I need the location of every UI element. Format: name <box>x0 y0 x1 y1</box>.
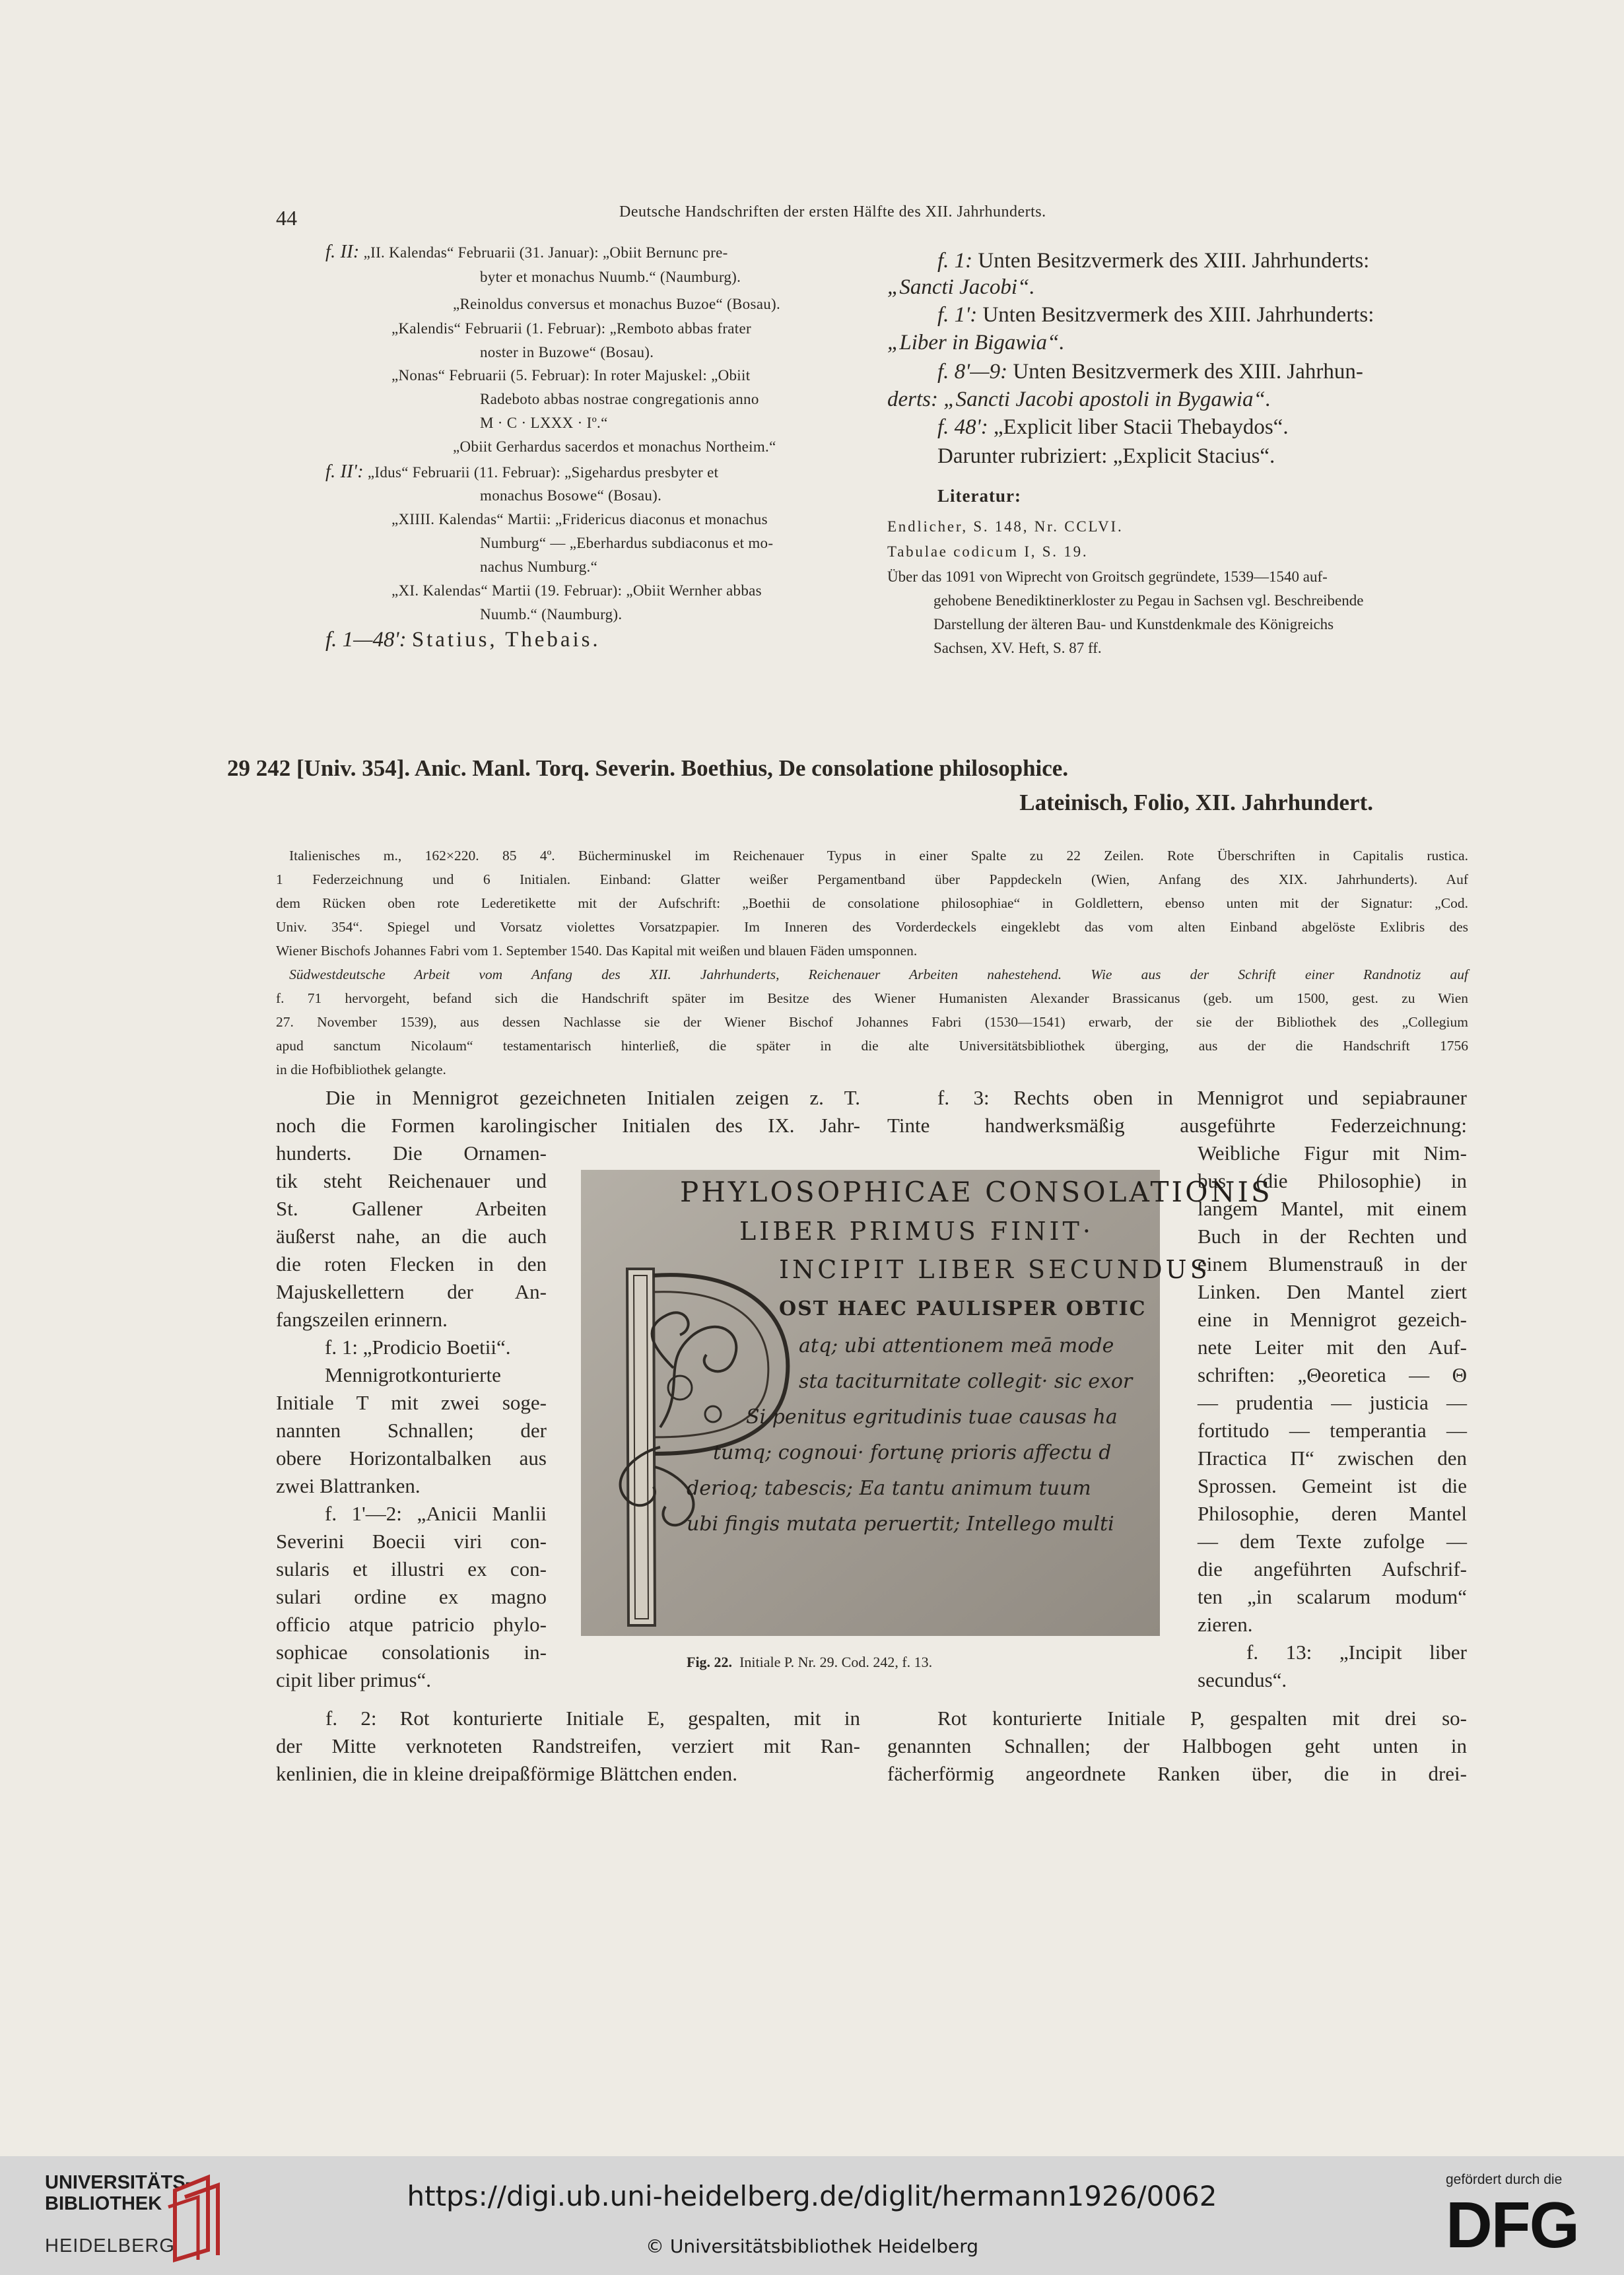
ms-line: sta taciturnitate collegit· sic exor <box>799 1370 1133 1393</box>
entry-line <box>325 628 601 652</box>
entry-line: monachus Bosowe“ (Bosau). <box>480 487 662 504</box>
meta-line: Südwestdeutsche Arbeit vom Anfang des XII. Jahrhunderts, Reichenauer Arbeiten nahestehend. Wie aus der Schrift einer Randnotiz auf <box>289 967 1468 982</box>
body-line: Weibliche Figur mit Nim- <box>1198 1141 1467 1165</box>
folio-label: f. 1: <box>937 249 973 273</box>
body-line: hunderts. Die Ornamen- <box>276 1141 547 1165</box>
body-line: Initiale T mit zwei soge- <box>276 1391 547 1414</box>
folio-label: f. 8'—9: <box>937 360 1008 384</box>
body-line: ten „in scalarum modum“ <box>1198 1585 1467 1608</box>
funding-note: gefördert durch die <box>1446 2172 1563 2187</box>
body-line: — prudentia — justicia — <box>1198 1391 1467 1414</box>
body-line: genannten Schnallen; der Halbbogen geht unten in <box>887 1734 1467 1757</box>
meta-line: f. 71 hervorgeht, befand sich die Handschrift später im Besitze des Wiener Humanisten Alexander Brassicanus (geb. um 1500, gest. zu Wien <box>276 990 1468 1006</box>
folio-label: f. 1': <box>937 303 978 327</box>
meta-line: apud sanctum Nicolaum“ testamentarisch hinterließ, die später in die alte Universitätsbibliothek überging, aus der die Handschrift 1756 <box>276 1038 1468 1054</box>
entry-line: „XI. Kalendas“ Martii (19. Februar): „Obiit Wernher abbas <box>391 582 762 599</box>
body-line: St. Gallener Arbeiten <box>276 1197 547 1220</box>
body-line: f. 2: Rot konturierte Initiale E, gespalten, mit in <box>325 1707 860 1730</box>
ms-line: ubi fingis mutata peruertit; Intellego multi <box>687 1512 1114 1536</box>
body-line: Πractica Π“ zwischen den <box>1198 1446 1467 1470</box>
folio-label: f. 48': <box>937 415 988 439</box>
entry-text: „Explicit liber Stacii Thebaydos“. <box>993 415 1289 439</box>
literatur-line: gehobene Benediktinerkloster zu Pegau in Sachsen vgl. Beschreibende <box>933 592 1364 609</box>
body-line: secundus“. <box>1198 1668 1287 1691</box>
body-line: fächerförmig angeordnete Ranken über, die in drei- <box>887 1762 1467 1785</box>
entry-text: Unten Besitzvermerk des XIII. Jahrhunderts: <box>982 303 1374 327</box>
entry-text: „II. Kalendas“ Februarii (31. Januar): „Obiit Bernunc pre- <box>363 244 728 261</box>
page-number: 44 <box>276 206 297 230</box>
body-line: fortitudo — temperantia — <box>1198 1419 1467 1442</box>
entry-line: Radeboto abbas nostrae congregationis anno <box>480 391 759 407</box>
entry-line: „Kalendis“ Februarii (1. Februar): „Remboto abbas frater <box>391 320 751 337</box>
entry-line: „XIIII. Kalendas“ Martii: „Fridericus diaconus et monachus <box>391 511 768 527</box>
figure-caption-text: Initiale P. Nr. 29. Cod. 242, f. 13. <box>739 1654 933 1670</box>
entry-line <box>937 413 1289 442</box>
body-line: Mennigrotkonturierte <box>325 1363 501 1386</box>
entry-line: derts: „Sancti Jacobi apostoli in Bygawia“. <box>887 388 1271 411</box>
meta-line: 1 Federzeichnung und 6 Initialen. Einband: Glatter weißer Pergamentband über Pappdeckeln (Wien, Anfang des XIX. Jahrhunderts). Auf <box>276 871 1468 887</box>
body-line: der Mitte verknoteten Randstreifen, verziert mit Ran- <box>276 1734 860 1757</box>
entry-line: „Sancti Jacobi“. <box>887 275 1035 299</box>
body-line: die angeführten Aufschrif- <box>1198 1557 1467 1580</box>
entry-line: Nuumb.“ (Naumburg). <box>480 606 623 623</box>
entry-line <box>937 358 1363 386</box>
body-line: f. 1'—2: „Anicii Manlii <box>325 1502 547 1525</box>
body-line: sophicae consolationis in- <box>276 1641 547 1664</box>
literatur-heading: Literatur: <box>937 486 1021 506</box>
body-line: Philosophie, deren Mantel <box>1198 1502 1467 1525</box>
body-line: sularis et illustri ex con- <box>276 1557 547 1580</box>
body-line: kenlinien, die in kleine dreipaßförmige Blättchen enden. <box>276 1762 737 1785</box>
entry-text: Statius, Thebais. <box>411 628 601 652</box>
entry-line <box>937 301 1374 329</box>
literatur-line: Endlicher, S. 148, Nr. CCLVI. <box>887 518 1124 535</box>
copyright-notice: © Universitätsbibliothek Heidelberg <box>645 2235 978 2257</box>
folio-label: f. 1—48': <box>325 628 407 652</box>
meta-line: Univ. 354“. Spiegel und Vorsatz violettes Vorsatzpapier. Im Inneren des Vorderdeckels eingeklebt das vom alten Einband abgelöste Exlibris des <box>276 919 1468 935</box>
entry-line: „Liber in Bigawia“. <box>887 331 1065 355</box>
figure-caption <box>687 1654 932 1671</box>
entry-line: byter et monachus Nuumb.“ (Naumburg). <box>480 269 741 285</box>
entry-line: M · C · LXXX · Iº.“ <box>480 415 608 431</box>
ms-line: OST HAEC PAULISPER OBTIC <box>779 1297 1147 1320</box>
folio-label: f. II': <box>325 461 364 482</box>
logo-line: UNIVERSITÄTS- <box>45 2172 192 2193</box>
body-line: sulari ordine ex magno <box>276 1585 547 1608</box>
body-line: nannten Schnallen; der <box>276 1419 547 1442</box>
body-line: zieren. <box>1198 1613 1253 1636</box>
body-line: — dem Texte zufolge — <box>1198 1530 1467 1553</box>
entry-line: noster in Buzowe“ (Bosau). <box>480 344 654 360</box>
body-line: obere Horizontalbalken aus <box>276 1446 547 1470</box>
body-line: Linken. Den Mantel ziert <box>1198 1280 1467 1303</box>
entry-line: Numburg“ — „Eberhardus subdiaconus et mo- <box>480 535 774 551</box>
body-line: officio atque patricio phylo- <box>276 1613 547 1636</box>
meta-line: in die Hofbibliothek gelangte. <box>276 1062 446 1077</box>
body-line: zwei Blattranken. <box>276 1474 421 1497</box>
literatur-line: Über das 1091 von Wiprecht von Groitsch gegründete, 1539—1540 auf- <box>887 568 1328 585</box>
body-line: schriften: „Θeoretica — Θ <box>1198 1363 1467 1386</box>
body-line: äußerst nahe, an die auch <box>276 1225 547 1248</box>
dfg-logo[interactable]: DFG <box>1446 2189 1578 2261</box>
entry-line <box>937 247 1369 275</box>
entry-line: „Obiit Gerhardus sacerdos et monachus Northeim.“ <box>453 438 776 455</box>
ms-line: Si penitus egritudinis tuae causas ha <box>746 1406 1118 1429</box>
entry-line <box>325 242 728 263</box>
body-line: f. 13: „Incipit liber <box>1246 1641 1467 1664</box>
body-line: noch die Formen karolingischer Initialen des IX. Jahr- <box>276 1114 860 1137</box>
entry-heading: 29 242 [Univ. 354]. Anic. Manl. Torq. Severin. Boethius, De consolatione philosophice. <box>227 755 1069 781</box>
body-line: fangszeilen erinnern. <box>276 1308 448 1331</box>
ms-line: PHYLOSOPHICAE CONSOLATIONIS <box>680 1176 1273 1208</box>
literatur-line: Tabulae codicum I, S. 19. <box>887 543 1089 560</box>
entry-text: „Idus“ Februarii (11. Februar): „Sigehardus presbyter et <box>367 464 719 481</box>
ms-line: LIBER PRIMUS FINIT· <box>739 1217 1094 1246</box>
body-line: f. 1: „Prodicio Boetii“. <box>325 1336 511 1359</box>
entry-line: „Reinoldus conversus et monachus Buzoe“ (Bosau). <box>453 296 781 312</box>
body-line: Rot konturierte Initiale P, gespalten mit drei so- <box>937 1707 1467 1730</box>
figure-label: Fig. 22. <box>687 1654 733 1670</box>
entry-text: Unten Besitzvermerk des XIII. Jahrhun- <box>1013 360 1363 384</box>
entry-line: Darunter rubriziert: „Explicit Stacius“. <box>937 444 1275 468</box>
running-head: Deutsche Handschriften der ersten Hälfte des XII. Jahrhunderts. <box>619 203 1046 221</box>
literatur-line: Sachsen, XV. Heft, S. 87 ff. <box>933 640 1102 656</box>
entry-line: „Nonas“ Februarii (5. Februar): In roter Majuskel: „Obiit <box>391 367 751 384</box>
literatur-line: Darstellung der älteren Bau- und Kunstdenkmale des Königreichs <box>933 616 1334 632</box>
meta-line: Italienisches m., 162×220. 85 4º. Bücherminuskel im Reichenauer Typus in einer Spalte zu 22 Zeilen. Rote Überschriften in Capitalis rustica. <box>289 848 1468 864</box>
ms-line: derioq; tabescis; Ea tantu animum tuum <box>687 1477 1091 1500</box>
body-line: eine in Mennigrot gezeich- <box>1198 1308 1467 1331</box>
body-line: cipit liber primus“. <box>276 1668 432 1691</box>
body-line: langem Mantel, mit einem <box>1198 1197 1467 1220</box>
document-url-link[interactable]: https://digi.ub.uni-heidelberg.de/diglit/hermann1926/0062 <box>407 2180 1217 2212</box>
ms-line: INCIPIT LIBER SECUNDUS <box>779 1255 1211 1284</box>
entry-line: nachus Numburg.“ <box>480 559 598 575</box>
body-line: Tinte handwerksmäßig ausgeführte Federzeichnung: <box>887 1114 1467 1137</box>
folio-label: f. II: <box>325 242 360 262</box>
meta-line: dem Rücken oben rote Lederetikette mit der Aufschrift: „Boethii de consolatione philosophiae“ in Goldlettern, ebenso unten mit der Signatur: „Cod. <box>276 895 1468 911</box>
logo-line: BIBLIOTHEK <box>45 2193 162 2214</box>
entry-subheading: Lateinisch, Folio, XII. Jahrhundert. <box>1019 790 1373 815</box>
body-line: einem Blumenstrauß in der <box>1198 1252 1467 1275</box>
body-line: Majuskellettern der An- <box>276 1280 547 1303</box>
ms-line: atq; ubi attentionem meā mode <box>799 1334 1114 1357</box>
body-line: Die in Mennigrot gezeichneten Initialen zeigen z. T. <box>325 1086 860 1109</box>
entry-line <box>325 461 718 483</box>
body-line: Sprossen. Gemeint ist die <box>1198 1474 1467 1497</box>
body-line: f. 3: Rechts oben in Mennigrot und sepiabrauner <box>937 1086 1467 1109</box>
meta-line: 27. November 1539), aus dessen Nachlasse sie der Wiener Bischof Johannes Fabri (1530—1541) erwarb, der sie der Bibliothek des „Collegium <box>276 1014 1468 1030</box>
footer-bar <box>0 2156 1624 2275</box>
body-line: nete Leiter mit den Auf- <box>1198 1336 1467 1359</box>
body-line: tik steht Reichenauer und <box>276 1169 547 1192</box>
entry-text: Unten Besitzvermerk des XIII. Jahrhunderts: <box>978 249 1370 273</box>
body-line: Severini Boecii viri con- <box>276 1530 547 1553</box>
ms-line: tumq; cognoui· fortunę prioris affectu d <box>713 1441 1112 1464</box>
body-line: die roten Flecken in den <box>276 1252 547 1275</box>
logo-line: HEIDELBERG <box>45 2235 175 2257</box>
body-line: bus (die Philosophie) in <box>1198 1169 1467 1192</box>
body-line: Buch in der Rechten und <box>1198 1225 1467 1248</box>
meta-line: Wiener Bischofs Johannes Fabri vom 1. September 1540. Das Kapital mit weißen und blauen Fäden umsponnen. <box>276 943 918 959</box>
